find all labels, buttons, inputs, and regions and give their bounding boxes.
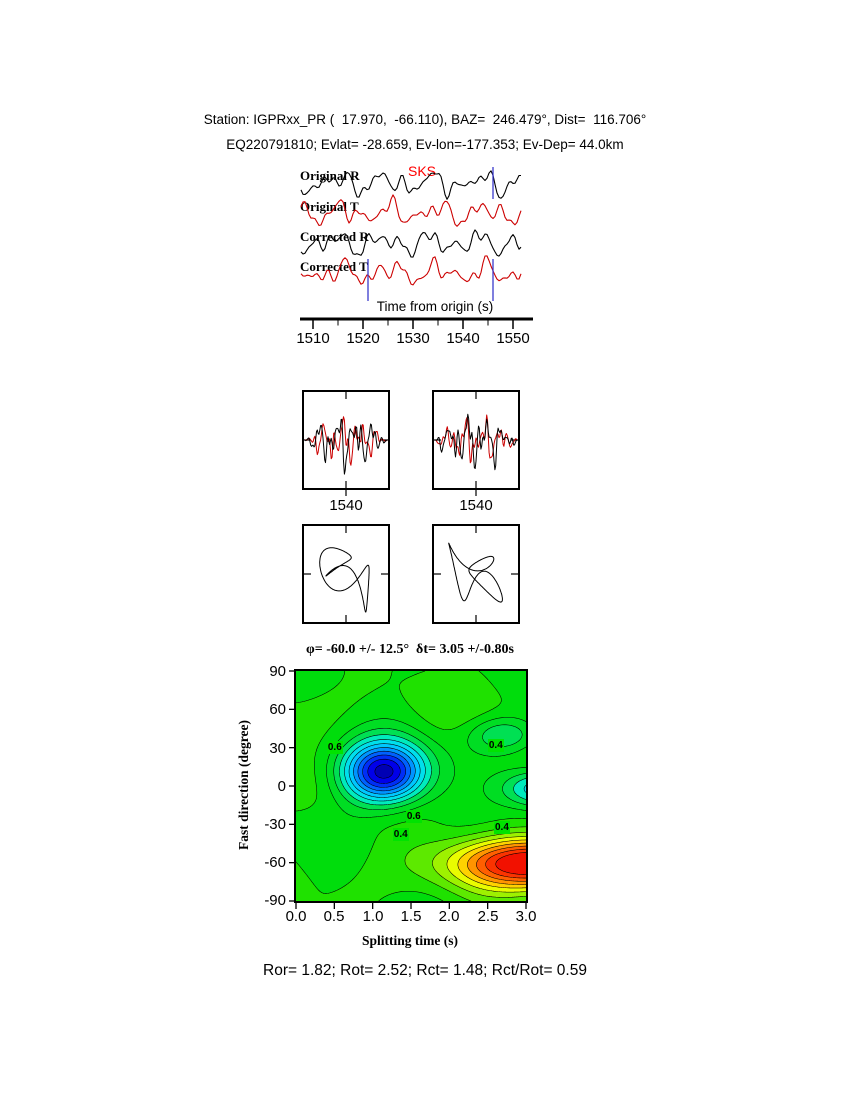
dt-tick-label: 1.0 bbox=[362, 908, 384, 925]
contour-label: 0.4 bbox=[393, 828, 408, 840]
particle-motion-panel-left bbox=[302, 524, 390, 624]
zoom-tick-label-left: 1540 bbox=[329, 497, 363, 514]
dt-tick-label: 1.5 bbox=[400, 908, 422, 925]
dt-tick-label: 3.0 bbox=[515, 908, 537, 925]
particle-motion-panel-right bbox=[432, 524, 520, 624]
zoom-tick-label-right: 1540 bbox=[459, 497, 493, 514]
time-tick-label: 1520 bbox=[346, 330, 380, 347]
time-axis-title: Time from origin (s) bbox=[376, 299, 494, 314]
phi-tick-label: -30 bbox=[264, 816, 286, 833]
dt-tick-label: 0.0 bbox=[285, 908, 307, 925]
station-title: Station: IGPRxx_PR ( 17.970, -66.110), BAZ= 246.479°, Dist= 116.706° bbox=[203, 112, 647, 127]
contour-label: 0.4 bbox=[488, 740, 503, 752]
zoom-waveform-panel-right bbox=[432, 390, 520, 490]
event-subtitle: EQ220791810; Evlat= -28.659, Ev-lon=-177.353; Ev-Dep= 44.0km bbox=[226, 137, 624, 152]
contour-ylabel: Fast direction (degree) bbox=[236, 720, 251, 850]
phi-tick-label: 60 bbox=[269, 701, 286, 718]
time-tick-label: 1550 bbox=[496, 330, 530, 347]
time-tick-label: 1540 bbox=[446, 330, 480, 347]
dt-tick-label: 0.5 bbox=[323, 908, 345, 925]
phi-tick-label: -90 bbox=[264, 892, 286, 909]
contour-xlabel: Splitting time (s) bbox=[362, 933, 458, 948]
phi-tick-label: 90 bbox=[269, 663, 286, 680]
contour-label: 0.6 bbox=[406, 810, 421, 822]
phi-tick-label: -60 bbox=[264, 854, 286, 871]
trace-label-original-r: Original R bbox=[300, 168, 360, 183]
zoom-waveform-panel-left bbox=[302, 390, 390, 490]
phi-tick-label: 0 bbox=[277, 778, 286, 795]
trace-label-original-t: Original T bbox=[300, 199, 359, 214]
dt-tick-label: 2.0 bbox=[438, 908, 460, 925]
time-tick-label: 1510 bbox=[296, 330, 330, 347]
phase-label-sks: SKS bbox=[408, 163, 437, 179]
trace-label-corrected-t: Corrected T bbox=[300, 259, 368, 274]
ratio-stats-line: Ror= 1.82; Rot= 2.52; Rct= 1.48; Rct/Rot= 0.59 bbox=[263, 962, 587, 979]
trace-label-corrected-r: Corrected R bbox=[300, 229, 369, 244]
contour-label: 0.6 bbox=[327, 741, 342, 753]
contour-frame bbox=[294, 669, 528, 903]
phi-tick-label: 30 bbox=[269, 740, 286, 757]
contour-title: φ= -60.0 +/- 12.5° δt= 3.05 +/-0.80s bbox=[306, 642, 514, 657]
dt-tick-label: 2.5 bbox=[477, 908, 499, 925]
time-tick-label: 1530 bbox=[396, 330, 430, 347]
contour-label: 0.4 bbox=[495, 822, 509, 834]
